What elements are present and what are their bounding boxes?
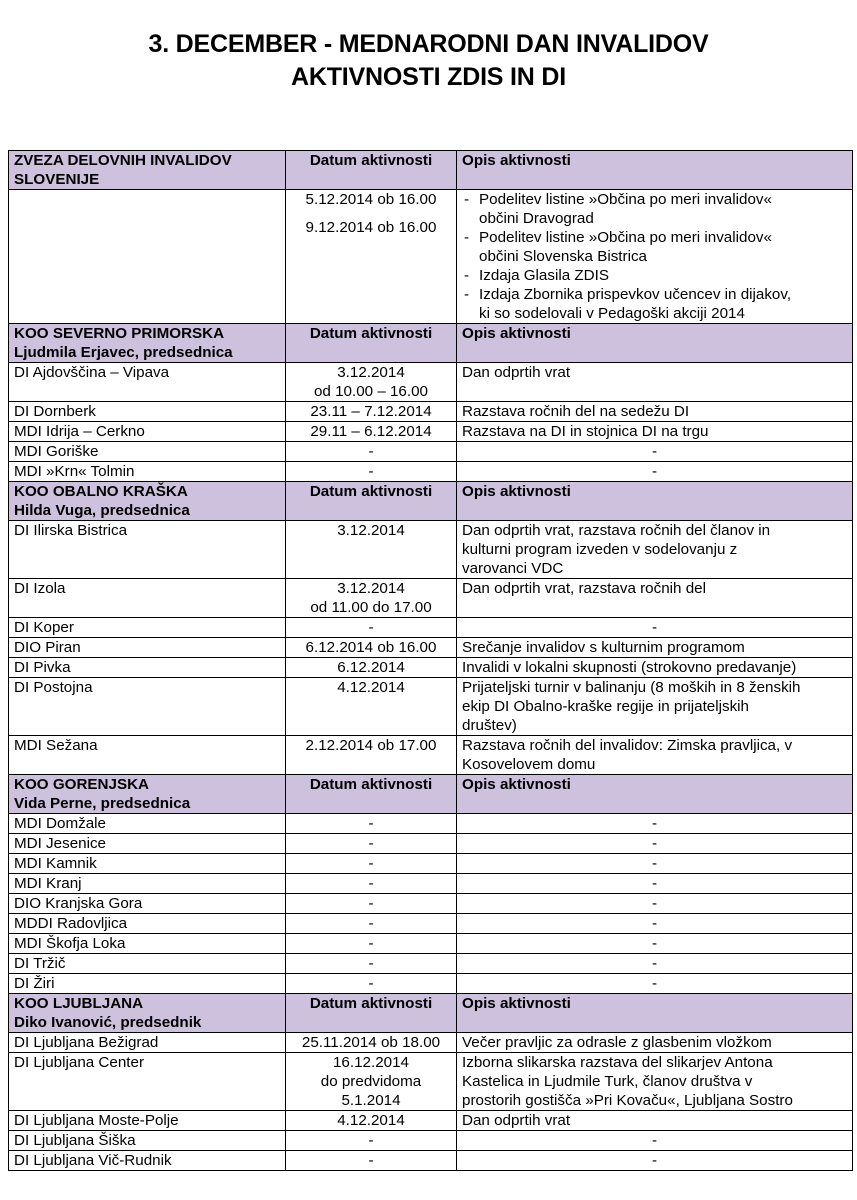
- table-row: [9, 678, 853, 736]
- activity-desc-line: -: [651, 895, 658, 912]
- table-row: [9, 658, 853, 678]
- table-row: [9, 934, 853, 954]
- activity-desc: [457, 579, 853, 618]
- activity-date-line: 29.11 – 6.12.2014: [310, 423, 432, 440]
- activity-date-line: 2.12.2014 ob 17.00: [305, 737, 437, 754]
- table-row: [9, 402, 853, 422]
- activity-desc: [457, 442, 853, 462]
- activity-desc: [457, 954, 853, 974]
- activity-desc: [457, 638, 853, 658]
- activity-desc-line: Srečanje invalidov s kulturnim programom: [462, 639, 745, 656]
- table-row: [9, 1131, 853, 1151]
- activity-date: [286, 934, 457, 954]
- list-item: [462, 190, 847, 228]
- table-row: [9, 1053, 853, 1111]
- org-name: DI Žiri: [9, 974, 286, 994]
- activity-desc: [457, 736, 853, 775]
- org-name: MDI Goriške: [9, 442, 286, 462]
- activity-desc-line: -: [651, 1132, 658, 1149]
- table-row: [9, 442, 853, 462]
- org-name: DIO Piran: [9, 638, 286, 658]
- activity-date-line: -: [368, 1132, 374, 1149]
- activity-desc: [457, 834, 853, 854]
- activity-desc: [457, 618, 853, 638]
- activity-date-line: 3.12.2014: [337, 364, 405, 381]
- activity-date-line: -: [368, 855, 374, 872]
- activity-date-line: 4.12.2014: [337, 679, 405, 696]
- table-row: [9, 1151, 853, 1171]
- org-name: MDI Domžale: [9, 814, 286, 834]
- date-column-header: Datum aktivnosti: [286, 775, 457, 814]
- org-name: DIO Kranjska Gora: [9, 894, 286, 914]
- activity-desc-line: -: [651, 1152, 658, 1169]
- table-row: [9, 1033, 853, 1053]
- activity-date-line: 23.11 – 7.12.2014: [310, 403, 432, 420]
- section-title: [9, 482, 286, 521]
- section-leader: Hilda Vuga, predsednica: [14, 502, 190, 519]
- activity-date-line: -: [368, 443, 374, 460]
- list-item-text: - Izdaja Zbornika prispevkov učencev in dijakov,: [479, 286, 792, 303]
- activity-desc-line: Razstava ročnih del invalidov: Zimska pravljica, v: [462, 737, 793, 754]
- activity-desc-line: -: [651, 815, 658, 832]
- activity-date-line: -: [368, 975, 374, 992]
- activity-date-line: -: [368, 1152, 374, 1169]
- table-row: [9, 638, 853, 658]
- zdis-activities: [457, 190, 853, 324]
- activity-date: [286, 462, 457, 482]
- activity-date-line: od 10.00 – 16.00: [313, 383, 428, 400]
- list-item-text: - Podelitev listine »Občina po meri invalidov«: [479, 229, 772, 246]
- table-row: [9, 422, 853, 442]
- activity-date-line: od 11.00 do 17.00: [310, 599, 432, 616]
- activity-desc: [457, 894, 853, 914]
- activity-date-line: -: [368, 935, 374, 952]
- section-header-row: [9, 324, 853, 363]
- activity-date-line: 4.12.2014: [337, 1112, 405, 1129]
- activity-desc: [457, 1151, 853, 1171]
- activity-desc: [457, 934, 853, 954]
- zdis-activities-row: [9, 190, 853, 324]
- activity-date: [286, 914, 457, 934]
- org-name: MDI Sežana: [9, 736, 286, 775]
- activity-desc-line: Večer pravljic za odrasle z glasbenim vložkom: [462, 1034, 772, 1051]
- section-leader: Ljudmila Erjavec, predsednica: [14, 344, 233, 361]
- list-item-text: občini Slovenska Bistrica: [479, 248, 647, 265]
- org-name: DI Postojna: [9, 678, 286, 736]
- zdis-name-line: ZVEZA DELOVNIH INVALIDOV: [14, 152, 232, 169]
- section-name: KOO LJUBLJANA: [14, 995, 144, 1012]
- activity-desc-line: Kastelica in Ljudmile Turk, članov društva v: [462, 1073, 753, 1090]
- activity-date: [286, 363, 457, 402]
- list-item: [462, 285, 847, 323]
- date-column-header: Datum aktivnosti: [286, 482, 457, 521]
- activity-desc: [457, 974, 853, 994]
- section-name: KOO GORENJSKA: [14, 776, 150, 793]
- activity-desc-line: Kosovelovem domu: [462, 756, 596, 773]
- section-header-row: [9, 994, 853, 1033]
- activity-date-line: 3.12.2014: [337, 522, 405, 539]
- activity-desc-line: -: [651, 463, 658, 480]
- activity-date-line: -: [368, 895, 374, 912]
- org-name: DI Ljubljana Bežigrad: [9, 1033, 286, 1053]
- list-item-text: - Izdaja Glasila ZDIS: [479, 267, 609, 284]
- table-row: [9, 618, 853, 638]
- activity-date: [286, 814, 457, 834]
- activity-date: [286, 894, 457, 914]
- activity-desc-line: -: [651, 619, 658, 636]
- activity-desc-line: Dan odprtih vrat, razstava ročnih del članov in: [462, 522, 771, 539]
- org-name: MDI »Krn« Tolmin: [9, 462, 286, 482]
- activity-desc-line: -: [651, 855, 658, 872]
- list-item-text: ki so sodelovali v Pedagoški akciji 2014: [479, 305, 745, 322]
- activity-desc: [457, 854, 853, 874]
- table-row: [9, 1111, 853, 1131]
- activity-date: [286, 874, 457, 894]
- org-name: DI Koper: [9, 618, 286, 638]
- desc-column-header: Opis aktivnosti: [457, 151, 853, 190]
- activity-date: [286, 1111, 457, 1131]
- activity-date-line: 3.12.2014: [337, 580, 405, 597]
- zdis-name-line: SLOVENIJE: [14, 171, 100, 188]
- activity-date: [286, 638, 457, 658]
- activity-desc-line: -: [651, 935, 658, 952]
- activity-desc: [457, 1053, 853, 1111]
- section-title: [9, 994, 286, 1033]
- activity-desc-line: -: [651, 835, 658, 852]
- table-row: [9, 914, 853, 934]
- section-name: KOO OBALNO KRAŠKA: [14, 483, 188, 500]
- table-row: [9, 579, 853, 618]
- page-subtitle: AKTIVNOSTI ZDIS IN DI: [291, 63, 566, 91]
- activity-date: [286, 974, 457, 994]
- activity-desc-line: kulturni program izveden v sodelovanju z: [462, 541, 738, 558]
- org-name: MDI Jesenice: [9, 834, 286, 854]
- activity-date: [286, 1151, 457, 1171]
- activity-desc: [457, 462, 853, 482]
- activity-desc-line: društev): [462, 717, 517, 734]
- zdis-dates: [286, 190, 457, 324]
- activity-desc-line: ekip DI Obalno-kraške regije in prijateljskih: [462, 698, 749, 715]
- activity-date: [286, 954, 457, 974]
- activity-date: [286, 402, 457, 422]
- table-row: [9, 521, 853, 579]
- activity-desc-line: Dan odprtih vrat: [462, 364, 571, 381]
- zdis-name: [9, 151, 286, 190]
- section-header-row: [9, 482, 853, 521]
- table-row: [9, 462, 853, 482]
- activity-date: [286, 1033, 457, 1053]
- activity-desc: [457, 1111, 853, 1131]
- activity-date-line: 6.12.2014 ob 16.00: [305, 639, 437, 656]
- date-column-header: Datum aktivnosti: [286, 151, 457, 190]
- activity-desc: [457, 422, 853, 442]
- org-name: DI Dornberk: [9, 402, 286, 422]
- activity-desc: [457, 874, 853, 894]
- activity-desc-line: -: [651, 975, 658, 992]
- zdis-date: 9.12.2014 ob 16.00: [305, 219, 437, 236]
- desc-column-header: Opis aktivnosti: [457, 994, 853, 1033]
- activity-date: [286, 854, 457, 874]
- activity-date: [286, 1053, 457, 1111]
- activity-desc: [457, 658, 853, 678]
- section-leader: Vida Perne, predsednica: [14, 795, 191, 812]
- activity-date-line: -: [368, 463, 374, 480]
- activity-date: [286, 422, 457, 442]
- activity-desc-line: Prijateljski turnir v balinanju (8 moških in 8 ženskih: [462, 679, 801, 696]
- activity-date-line: 16.12.2014: [332, 1054, 409, 1071]
- zdis-activity-list: [462, 190, 847, 323]
- activity-date-line: -: [368, 875, 374, 892]
- section-leader: Diko Ivanović, predsednik: [14, 1014, 202, 1031]
- activity-desc: [457, 1033, 853, 1053]
- table-row: [9, 814, 853, 834]
- org-name: DI Ilirska Bistrica: [9, 521, 286, 579]
- activity-date: [286, 1131, 457, 1151]
- table-row: [9, 954, 853, 974]
- org-name: DI Pivka: [9, 658, 286, 678]
- org-name: DI Ajdovščina – Vipava: [9, 363, 286, 402]
- org-name: MDI Idrija – Cerkno: [9, 422, 286, 442]
- activity-desc: [457, 521, 853, 579]
- activity-date: [286, 521, 457, 579]
- activity-date: [286, 678, 457, 736]
- activity-date: [286, 618, 457, 638]
- org-name: MDI Kamnik: [9, 854, 286, 874]
- activity-date: [286, 579, 457, 618]
- date-column-header: Datum aktivnosti: [286, 324, 457, 363]
- table-row: [9, 894, 853, 914]
- table-row: [9, 854, 853, 874]
- activity-date-line: 5.1.2014: [341, 1092, 401, 1109]
- activity-desc-line: varovanci VDC: [462, 560, 564, 577]
- activity-date-line: do predvidoma: [320, 1073, 422, 1090]
- activity-date: [286, 736, 457, 775]
- activity-desc: [457, 678, 853, 736]
- activity-date-line: -: [368, 619, 374, 636]
- activity-desc-line: Izborna slikarska razstava del slikarjev Antona: [462, 1054, 773, 1071]
- org-name: DI Izola: [9, 579, 286, 618]
- table-row: [9, 834, 853, 854]
- list-item-text: - Podelitev listine »Občina po meri invalidov«: [479, 191, 772, 208]
- zdis-empty-cell: [9, 190, 286, 324]
- activity-desc-line: -: [651, 915, 658, 932]
- activity-desc-line: Dan odprtih vrat, razstava ročnih del: [462, 580, 706, 597]
- list-item-text: občini Dravograd: [479, 210, 594, 227]
- activity-desc-line: Razstava na DI in stojnica DI na trgu: [462, 423, 709, 440]
- list-item: [462, 228, 847, 266]
- org-name: MDDI Radovljica: [9, 914, 286, 934]
- desc-column-header: Opis aktivnosti: [457, 775, 853, 814]
- desc-column-header: Opis aktivnosti: [457, 324, 853, 363]
- activity-desc: [457, 363, 853, 402]
- activity-date: [286, 658, 457, 678]
- date-column-header: Datum aktivnosti: [286, 994, 457, 1033]
- activity-date: [286, 442, 457, 462]
- org-name: MDI Kranj: [9, 874, 286, 894]
- table-row: [9, 363, 853, 402]
- activity-desc-line: Invalidi v lokalni skupnosti (strokovno predavanje): [462, 659, 797, 676]
- activity-desc-line: prostorih gostišča »Pri Kovaču«, Ljubljana Sostro: [462, 1092, 793, 1109]
- activity-date-line: 25.11.2014 ob 18.00: [301, 1034, 441, 1051]
- activity-date-line: -: [368, 815, 374, 832]
- zdis-date: 5.12.2014 ob 16.00: [305, 191, 437, 208]
- activity-date: [286, 834, 457, 854]
- activity-desc-line: -: [651, 443, 658, 460]
- activity-desc-line: Dan odprtih vrat: [462, 1112, 571, 1129]
- list-item: [462, 266, 847, 285]
- section-title: [9, 775, 286, 814]
- activity-date-line: -: [368, 915, 374, 932]
- activity-date-line: 6.12.2014: [337, 659, 405, 676]
- activity-desc: [457, 1131, 853, 1151]
- activities-table: [8, 150, 853, 1171]
- org-name: DI Ljubljana Moste-Polje: [9, 1111, 286, 1131]
- section-name: KOO SEVERNO PRIMORSKA: [14, 325, 225, 342]
- table-row: [9, 736, 853, 775]
- table-row: [9, 974, 853, 994]
- desc-column-header: Opis aktivnosti: [457, 482, 853, 521]
- zdis-header-row: [9, 151, 853, 190]
- activity-desc-line: -: [651, 875, 658, 892]
- activity-desc: [457, 402, 853, 422]
- section-title: [9, 324, 286, 363]
- org-name: DI Ljubljana Šiška: [9, 1131, 286, 1151]
- section-header-row: [9, 775, 853, 814]
- activity-desc: [457, 814, 853, 834]
- org-name: DI Tržič: [9, 954, 286, 974]
- org-name: DI Ljubljana Center: [9, 1053, 286, 1111]
- page-title: 3. DECEMBER - MEDNARODNI DAN INVALIDOV: [148, 30, 709, 58]
- org-name: DI Ljubljana Vič-Rudnik: [9, 1151, 286, 1171]
- activity-desc-line: Razstava ročnih del na sedežu DI: [462, 403, 690, 420]
- table-row: [9, 874, 853, 894]
- activity-desc-line: -: [651, 955, 658, 972]
- activity-date-line: -: [368, 835, 374, 852]
- activity-desc: [457, 914, 853, 934]
- org-name: MDI Škofja Loka: [9, 934, 286, 954]
- activity-date-line: -: [368, 955, 374, 972]
